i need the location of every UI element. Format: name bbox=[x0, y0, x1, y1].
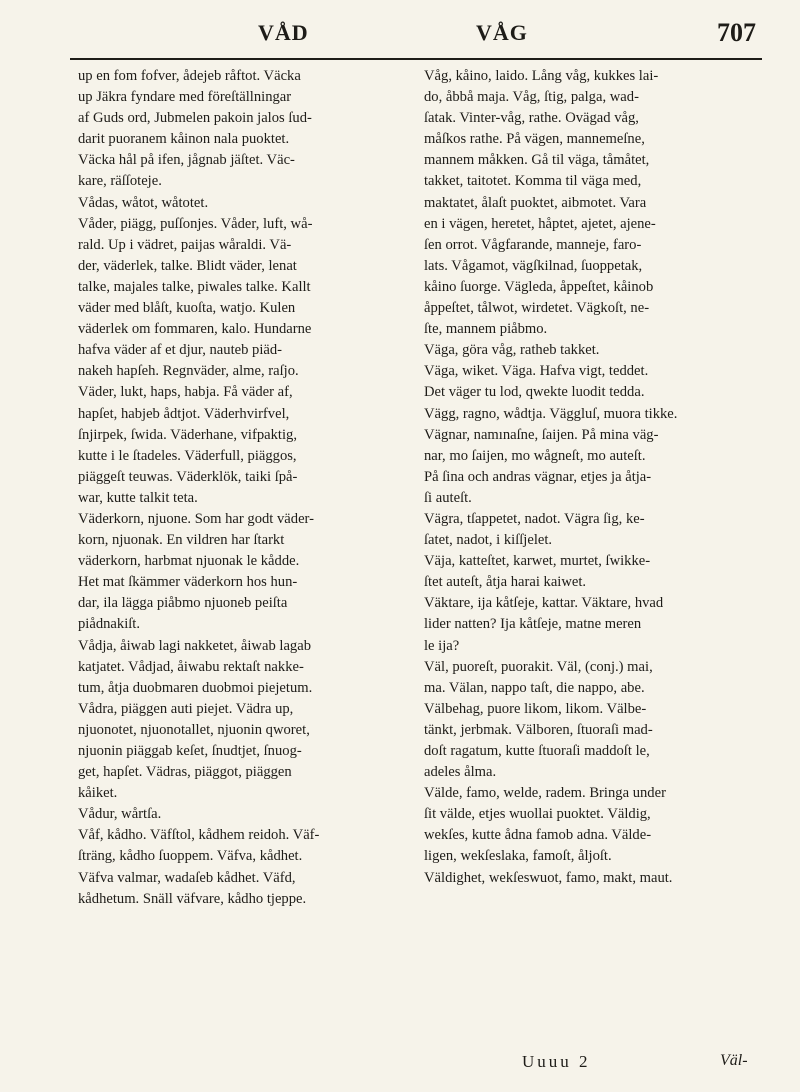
text-line: Väderkorn, njuone. Som har godt väder- bbox=[78, 510, 314, 527]
text-line: åppeſtet, tålwot, wirdetet. Vägkoſt, ne- bbox=[424, 300, 650, 317]
text-line: nar, mo ſaijen, mo wågneſt, mo auteſt. bbox=[424, 447, 646, 464]
catchword: Väl- bbox=[720, 1052, 748, 1069]
text-line: Väfva valmar, wadaſeb kådhet. Väfd, bbox=[78, 869, 296, 886]
text-line: Vägnar, namınaſne, ſaijen. På mina väg- bbox=[424, 426, 659, 443]
text-line: njuonin piäggab keſet, ſnudtjet, ſnuog- bbox=[78, 743, 302, 759]
text-line: dar, ila lägga piåbmo njuoneb peiſta bbox=[78, 595, 288, 612]
text-line: ma. Välan, nappo taſt, die nappo, abe. bbox=[424, 679, 645, 696]
text-line: hapſet, habjeb ådtjot. Väderhvirfvel, bbox=[78, 405, 290, 422]
text-line: väderkorn, harbmat njuonak le kådde. bbox=[78, 553, 300, 570]
text-line: lider natten? Ija kåtſeje, matne meren bbox=[424, 616, 642, 633]
left-column bbox=[78, 66, 418, 910]
text-line: katjatet. Vådjad, åiwabu rektaſt nakke- bbox=[78, 658, 304, 675]
text-line: af Guds ord, Jubmelen pakoin jalos ſud- bbox=[78, 110, 312, 127]
text-line: ſen orrot. Vågfarande, manneje, faro- bbox=[424, 236, 642, 253]
text-line: nakeh hapſeh. Regnväder, alme, raſjo. bbox=[78, 363, 299, 380]
text-line: Vådur, wårtſa. bbox=[78, 806, 162, 823]
text-line: njuonotet, njuonotallet, njuonin qworet, bbox=[78, 721, 310, 738]
page-number: 707 bbox=[717, 18, 756, 47]
text-line: Väcka hål på ifen, jågnab jäſtet. Väc- bbox=[78, 152, 295, 169]
text-line: der, väderlek, talke. Blidt väder, lenat bbox=[78, 257, 297, 274]
text-line: war, kutte talkit teta. bbox=[78, 489, 198, 506]
text-line: lats. Vågamot, vägſkilnad, ſuoppetak, bbox=[424, 257, 643, 274]
text-line: måſkos rathe. På vägen, mannemeſne, bbox=[424, 131, 645, 148]
text-line: maktatet, ålaſt puoktet, aibmotet. Vara bbox=[424, 194, 647, 211]
text-line: ſi auteſt. bbox=[424, 489, 472, 506]
text-line: Het mat ſkämmer väderkorn hos hun- bbox=[78, 574, 298, 591]
text-line: Väga, wiket. Väga. Hafva vigt, teddet. bbox=[424, 363, 649, 380]
text-line: Våf, kådho. Väfſtol, kådhem reidoh. Väf- bbox=[78, 827, 320, 844]
text-line: ligen, wekſeslaka, famoſt, åljoſt. bbox=[424, 848, 612, 865]
text-line: doſt ragatum, kutte ſtuoraſi maddoſt le, bbox=[424, 743, 650, 759]
text-line: Vägra, tſappetet, nadot. Vägra ſig, ke- bbox=[424, 510, 645, 527]
text-line: ſatak. Vinter-våg, rathe. Ovägad våg, bbox=[424, 110, 639, 127]
text-line: get, hapſet. Vädras, piäggot, piäggen bbox=[78, 764, 292, 781]
text-line: tänkt, jerbmak. Välboren, ſtuoraſi mad- bbox=[424, 721, 653, 738]
text-line: kåino ſuorge. Vägleda, åppeſtet, kåinob bbox=[424, 278, 654, 295]
text-line: en i vägen, heretet, håptet, ajetet, ajene- bbox=[424, 215, 656, 232]
text-line: Väl, puoreſt, puorakit. Väl, (conj.) mai, bbox=[424, 658, 653, 675]
text-line: piådnakiſt. bbox=[78, 616, 141, 633]
text-line: ſträng, kådho ſuoppem. Väfva, kådhet. bbox=[78, 848, 303, 865]
text-line: Väktare, ija kåtſeje, kattar. Väktare, hvad bbox=[424, 595, 664, 612]
text-line: mannem måkken. Gå til väga, tåmåtet, bbox=[424, 152, 650, 169]
text-line: Våg, kåino, laido. Lång våg, kukkes lai- bbox=[424, 68, 659, 84]
text-line: Välbehag, puore likom, likom. Välbe- bbox=[424, 700, 647, 717]
text-line: väder med blåſt, kuoſta, watjo. Kulen bbox=[78, 300, 296, 317]
text-line: wekſes, kutte ådna famob adna. Välde- bbox=[424, 827, 652, 844]
text-line: ſnjirpek, ſwida. Väderhane, vifpaktig, bbox=[78, 426, 297, 443]
text-line: korn, njuonak. En vildren har ſtarkt bbox=[78, 532, 285, 549]
text-line: darit puoranem kåinon nala puoktet. bbox=[78, 131, 290, 148]
text-line: hafva väder af et djur, nauteb piäd- bbox=[78, 342, 283, 359]
text-line: Vådja, åiwab lagi nakketet, åiwab lagab bbox=[78, 637, 311, 654]
text-line: Vägg, ragno, wådtja. Väggluſ, muora tikke. bbox=[424, 405, 678, 422]
running-head-left: VÅD bbox=[258, 20, 309, 45]
text-line: Vådra, piäggen auti piejet. Vädra up, bbox=[78, 700, 294, 717]
text-line: ſte, mannem piåbmo. bbox=[424, 321, 548, 338]
text-line: piäggeſt teuwas. Väderklök, taiki ſpå- bbox=[78, 468, 298, 485]
text-line: ſatet, nadot, i kiſſjelet. bbox=[424, 532, 553, 549]
text-line: Vådas, wåtot, wåtotet. bbox=[78, 194, 209, 211]
right-column bbox=[424, 66, 764, 889]
text-line: kutte i le ſtadeles. Väderfull, piäggos, bbox=[78, 447, 297, 464]
text-line: kare, räſſoteje. bbox=[78, 173, 162, 190]
text-line: Våder, piägg, puſſonjes. Våder, luft, wå- bbox=[78, 215, 313, 232]
text-line: Välde, famo, welde, radem. Bringa under bbox=[424, 785, 666, 802]
text-line: På ſina och andras vägnar, etjes ja åtja- bbox=[424, 468, 652, 485]
text-line: Väja, katteſtet, karwet, murtet, ſwikke- bbox=[424, 553, 651, 570]
text-line: tum, åtja duobmaren duobmoi piejetum. bbox=[78, 679, 313, 696]
header-rule bbox=[70, 58, 762, 60]
text-line: kåiket. bbox=[78, 785, 118, 802]
text-line: Väder, lukt, haps, habja. Få väder af, bbox=[78, 384, 293, 401]
text-line: le ija? bbox=[424, 637, 460, 654]
text-line: ſit välde, etjes wuollai puoktet. Väldig, bbox=[424, 806, 651, 823]
text-line: Det väger tu lod, qwekte luodit tedda. bbox=[424, 384, 645, 401]
signature-mark: Uuuu 2 bbox=[522, 1052, 591, 1071]
text-line: up Jäkra fyndare med föreſtällningar bbox=[78, 89, 292, 106]
text-line: rald. Up i vädret, paijas wåraldi. Vä- bbox=[78, 236, 292, 253]
text-line: takket, taitotet. Komma til väga med, bbox=[424, 173, 642, 190]
running-head-right: VÅG bbox=[476, 20, 528, 45]
text-line: Väldighet, wekſeswuot, famo, makt, maut. bbox=[424, 869, 673, 886]
text-line: talke, majales talke, piwales talke. Kallt bbox=[78, 278, 311, 295]
text-line: do, åbbå maja. Våg, ſtig, palga, wad- bbox=[424, 89, 639, 106]
text-line: ſtet auteſt, åtja harai kaiwet. bbox=[424, 574, 587, 591]
text-line: väderlek om fommaren, kalo. Hundarne bbox=[78, 321, 312, 338]
text-line: up en fom fofver, ådejeb råftot. Väcka bbox=[78, 68, 301, 84]
text-line: kådhetum. Snäll väfvare, kådho tjeppe. bbox=[78, 890, 307, 907]
text-line: Väga, göra våg, ratheb takket. bbox=[424, 342, 600, 359]
text-line: adeles ålma. bbox=[424, 764, 497, 781]
